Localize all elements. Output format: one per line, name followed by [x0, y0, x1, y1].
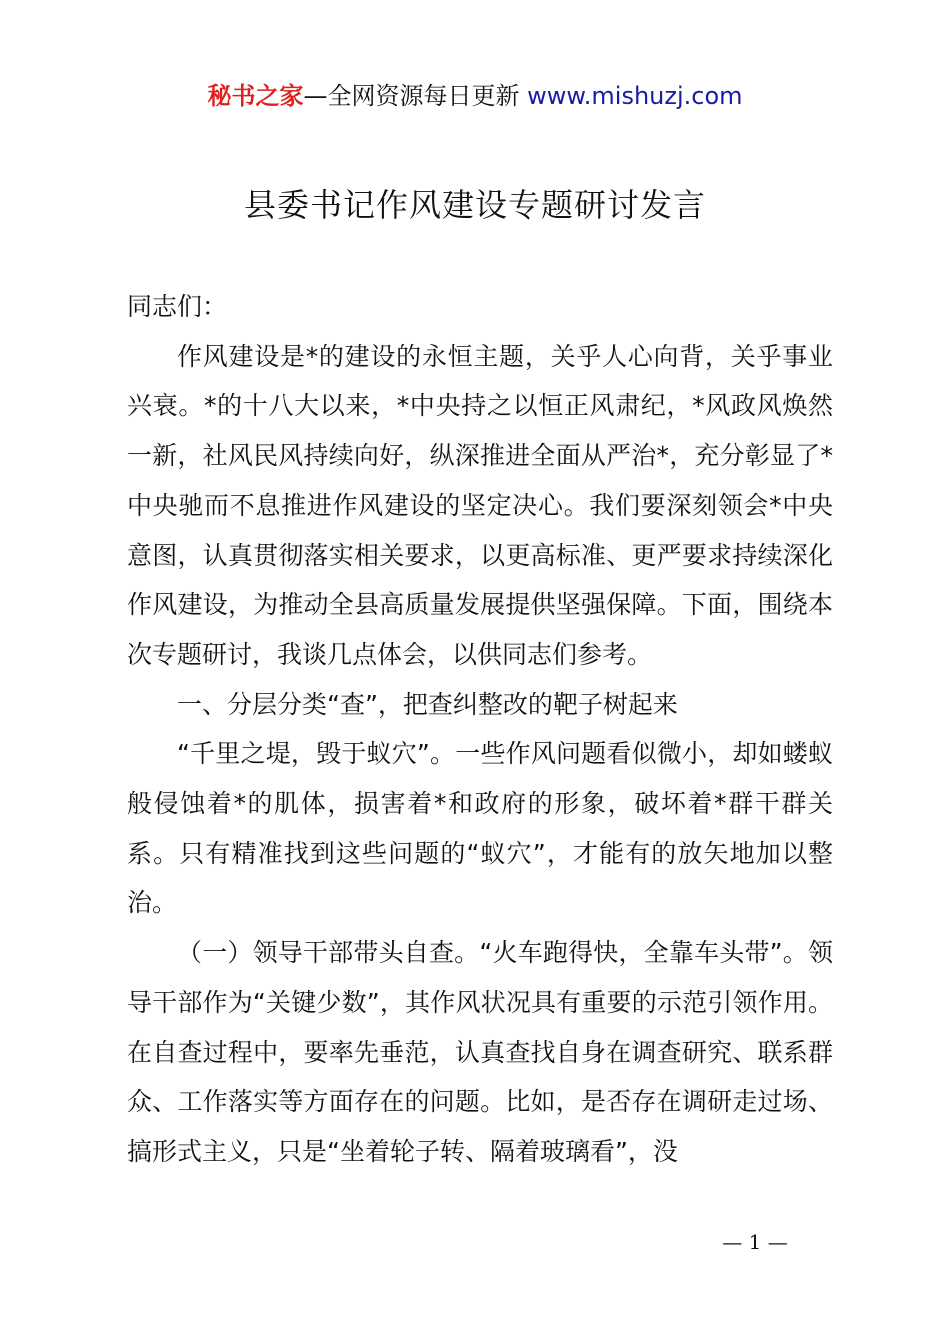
- paragraph-subsection-1: （一）领导干部带头自查。“火车跑得快，全靠车头带”。领导干部作为“关键少数”，其作风状况具有重要的示范引领作用。在自查过程中，要率先垂范，认真查找自身在调查研究、联系群众、工作落实等方面存在的问题。比如，是否存在调研走过场、搞形式主义，只是“坐着轮子转、隔着玻璃看”，没: [127, 938, 833, 1166]
- section-heading-1: 一、分层分类“查”，把查纠整改的靶子树起来: [177, 689, 678, 719]
- document-title: 县委书记作风建设专题研讨发言: [243, 186, 706, 224]
- paragraph-intro: 作风建设是*的建设的永恒主题，关乎人心向背，关乎事业兴衰。*的十八大以来，*中央持之以恒正风肃纪，*风政风焕然一新，社风民风持续向好，纵深推进全面从严治*，充分彰显了*中央驰而不息推进作风建设的坚定决心。我们要深刻领会*中央意图，认真贯彻落实相关要求，以更高标准、更严要求持续深化作风建设，为推动全县高质量发展提供坚强保障。下面，围绕本次专题研讨，我谈几点体会，以供同志们参考。: [127, 341, 833, 669]
- paragraph-section-1: “千里之堤，毁于蚁穴”。一些作风问题看似微小，却如蝼蚁般侵蚀着*的肌体，损害着*和政府的形象，破坏着*群干群关系。只有精准找到这些问题的“蚁穴”，才能有的放矢地加以整治。: [127, 739, 833, 918]
- site-header: [0, 80, 950, 112]
- salutation: 同志们：: [127, 292, 228, 321]
- page-number: — 1 —: [722, 1230, 788, 1254]
- document-body: [127, 282, 833, 1177]
- site-brand: 秘书之家: [207, 82, 304, 110]
- site-tagline: —全网资源每日更新: [303, 82, 528, 110]
- site-url-link[interactable]: www.mishuzj.com: [527, 82, 743, 110]
